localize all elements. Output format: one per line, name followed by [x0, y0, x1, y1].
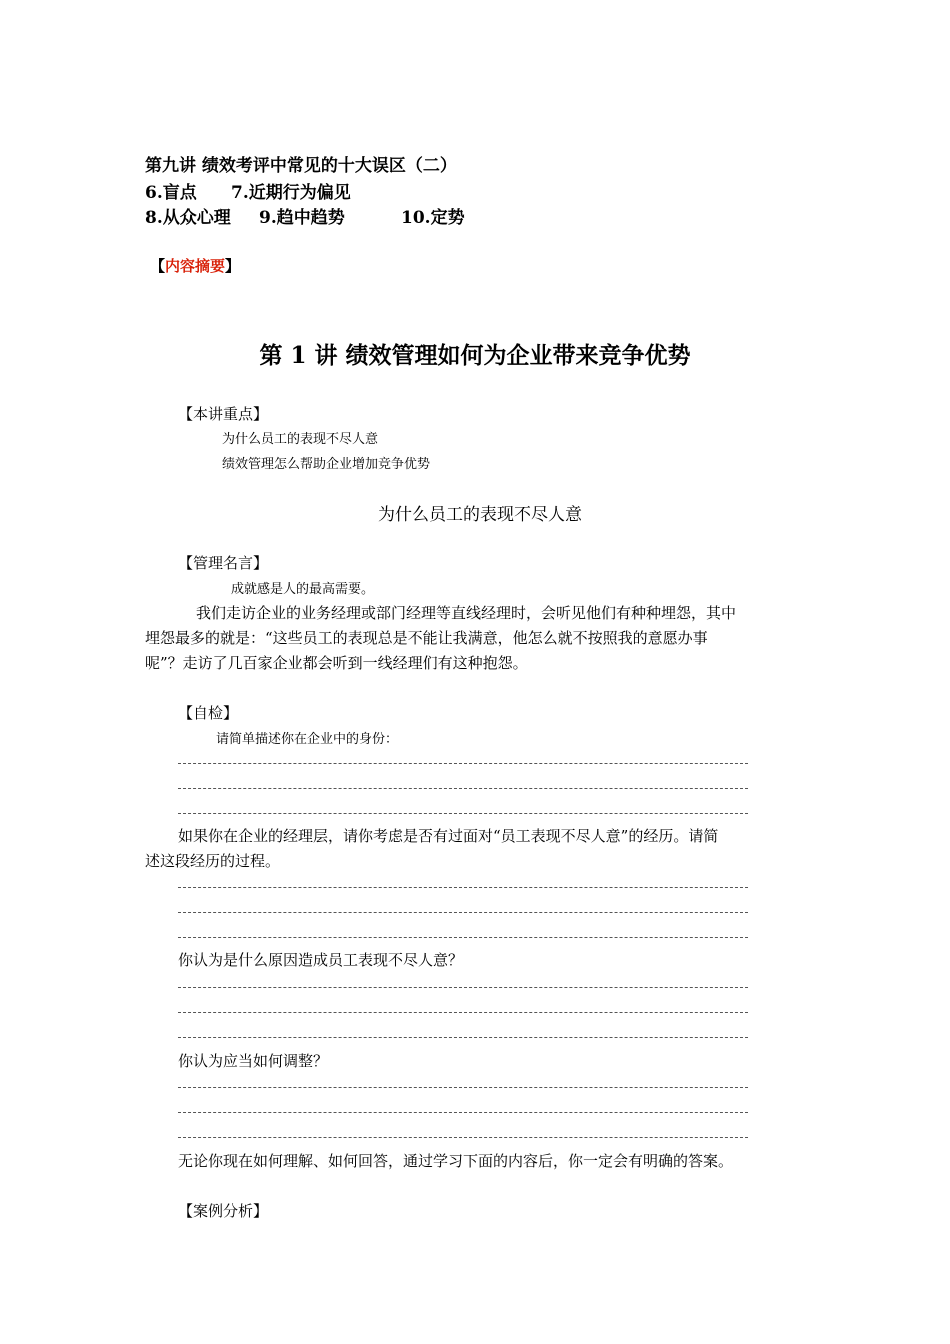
- closing-text: 无论你现在如何理解、如何回答，通过学习下面的内容后，你一定会有明确的答案。: [178, 1152, 734, 1170]
- key-points-label: 【本讲重点】: [178, 405, 269, 423]
- toc-item-8: 8.从众心理: [145, 208, 231, 228]
- paragraph-line-3: 呢”？走访了几百家企业都会听到一线经理们有这种抱怨。: [145, 654, 528, 672]
- summary-bracket-open: 【: [150, 257, 166, 275]
- key-point-2: 绩效管理怎么帮助企业增加竞争优势: [222, 457, 431, 472]
- answer-line: [178, 763, 748, 764]
- answer-line: [178, 912, 748, 913]
- answer-line: [178, 937, 748, 938]
- summary-label: 内容摘要: [165, 257, 226, 275]
- question-1: 请简单描述你在企业中的身份：: [216, 732, 399, 747]
- toc-item-6: 6.盲点: [145, 183, 197, 203]
- answer-line: [178, 1087, 748, 1088]
- answer-line: [178, 788, 748, 789]
- question-4: 你认为应当如何调整？: [178, 1052, 329, 1070]
- quote-text: 成就感是人的最高需要。: [231, 582, 375, 597]
- case-analysis-label: 【案例分析】: [178, 1202, 269, 1220]
- self-check-label: 【自检】: [178, 704, 239, 722]
- lecture-title: 第 1 讲 绩效管理如何为企业带来竞争优势: [259, 342, 691, 369]
- question-3: 你认为是什么原因造成员工表现不尽人意？: [178, 951, 464, 969]
- toc-item-10: 10.定势: [401, 208, 465, 228]
- answer-line: [178, 987, 748, 988]
- toc-row-1: [145, 178, 351, 203]
- content-summary-heading: [150, 255, 240, 276]
- answer-line: [178, 1112, 748, 1113]
- answer-line: [178, 813, 748, 814]
- summary-bracket-close: 】: [225, 257, 241, 275]
- question-2-line-1: 如果你在企业的经理层，请你考虑是否有过面对“员工表现不尽人意”的经历。请简: [178, 827, 719, 845]
- answer-line: [178, 1012, 748, 1013]
- section-title: 为什么员工的表现不尽人意: [378, 505, 582, 525]
- toc-title: 第九讲 绩效考评中常见的十大误区（二）: [145, 156, 457, 176]
- question-2-line-2: 述这段经历的过程。: [145, 852, 281, 870]
- paragraph-line-2: 埋怨最多的就是：“这些员工的表现总是不能让我满意，他怎么就不按照我的意愿办事: [145, 629, 708, 647]
- paragraph-line-1: 我们走访企业的业务经理或部门经理等直线经理时，会听见他们有种种埋怨，其中: [196, 604, 737, 622]
- answer-line: [178, 887, 748, 888]
- toc-row-2: [145, 203, 465, 228]
- quote-label: 【管理名言】: [178, 554, 269, 572]
- answer-line: [178, 1037, 748, 1038]
- toc-item-9: 9.趋中趋势: [259, 208, 345, 228]
- toc-item-7: 7.近期行为偏见: [231, 183, 351, 203]
- key-point-1: 为什么员工的表现不尽人意: [222, 432, 379, 447]
- answer-line: [178, 1137, 748, 1138]
